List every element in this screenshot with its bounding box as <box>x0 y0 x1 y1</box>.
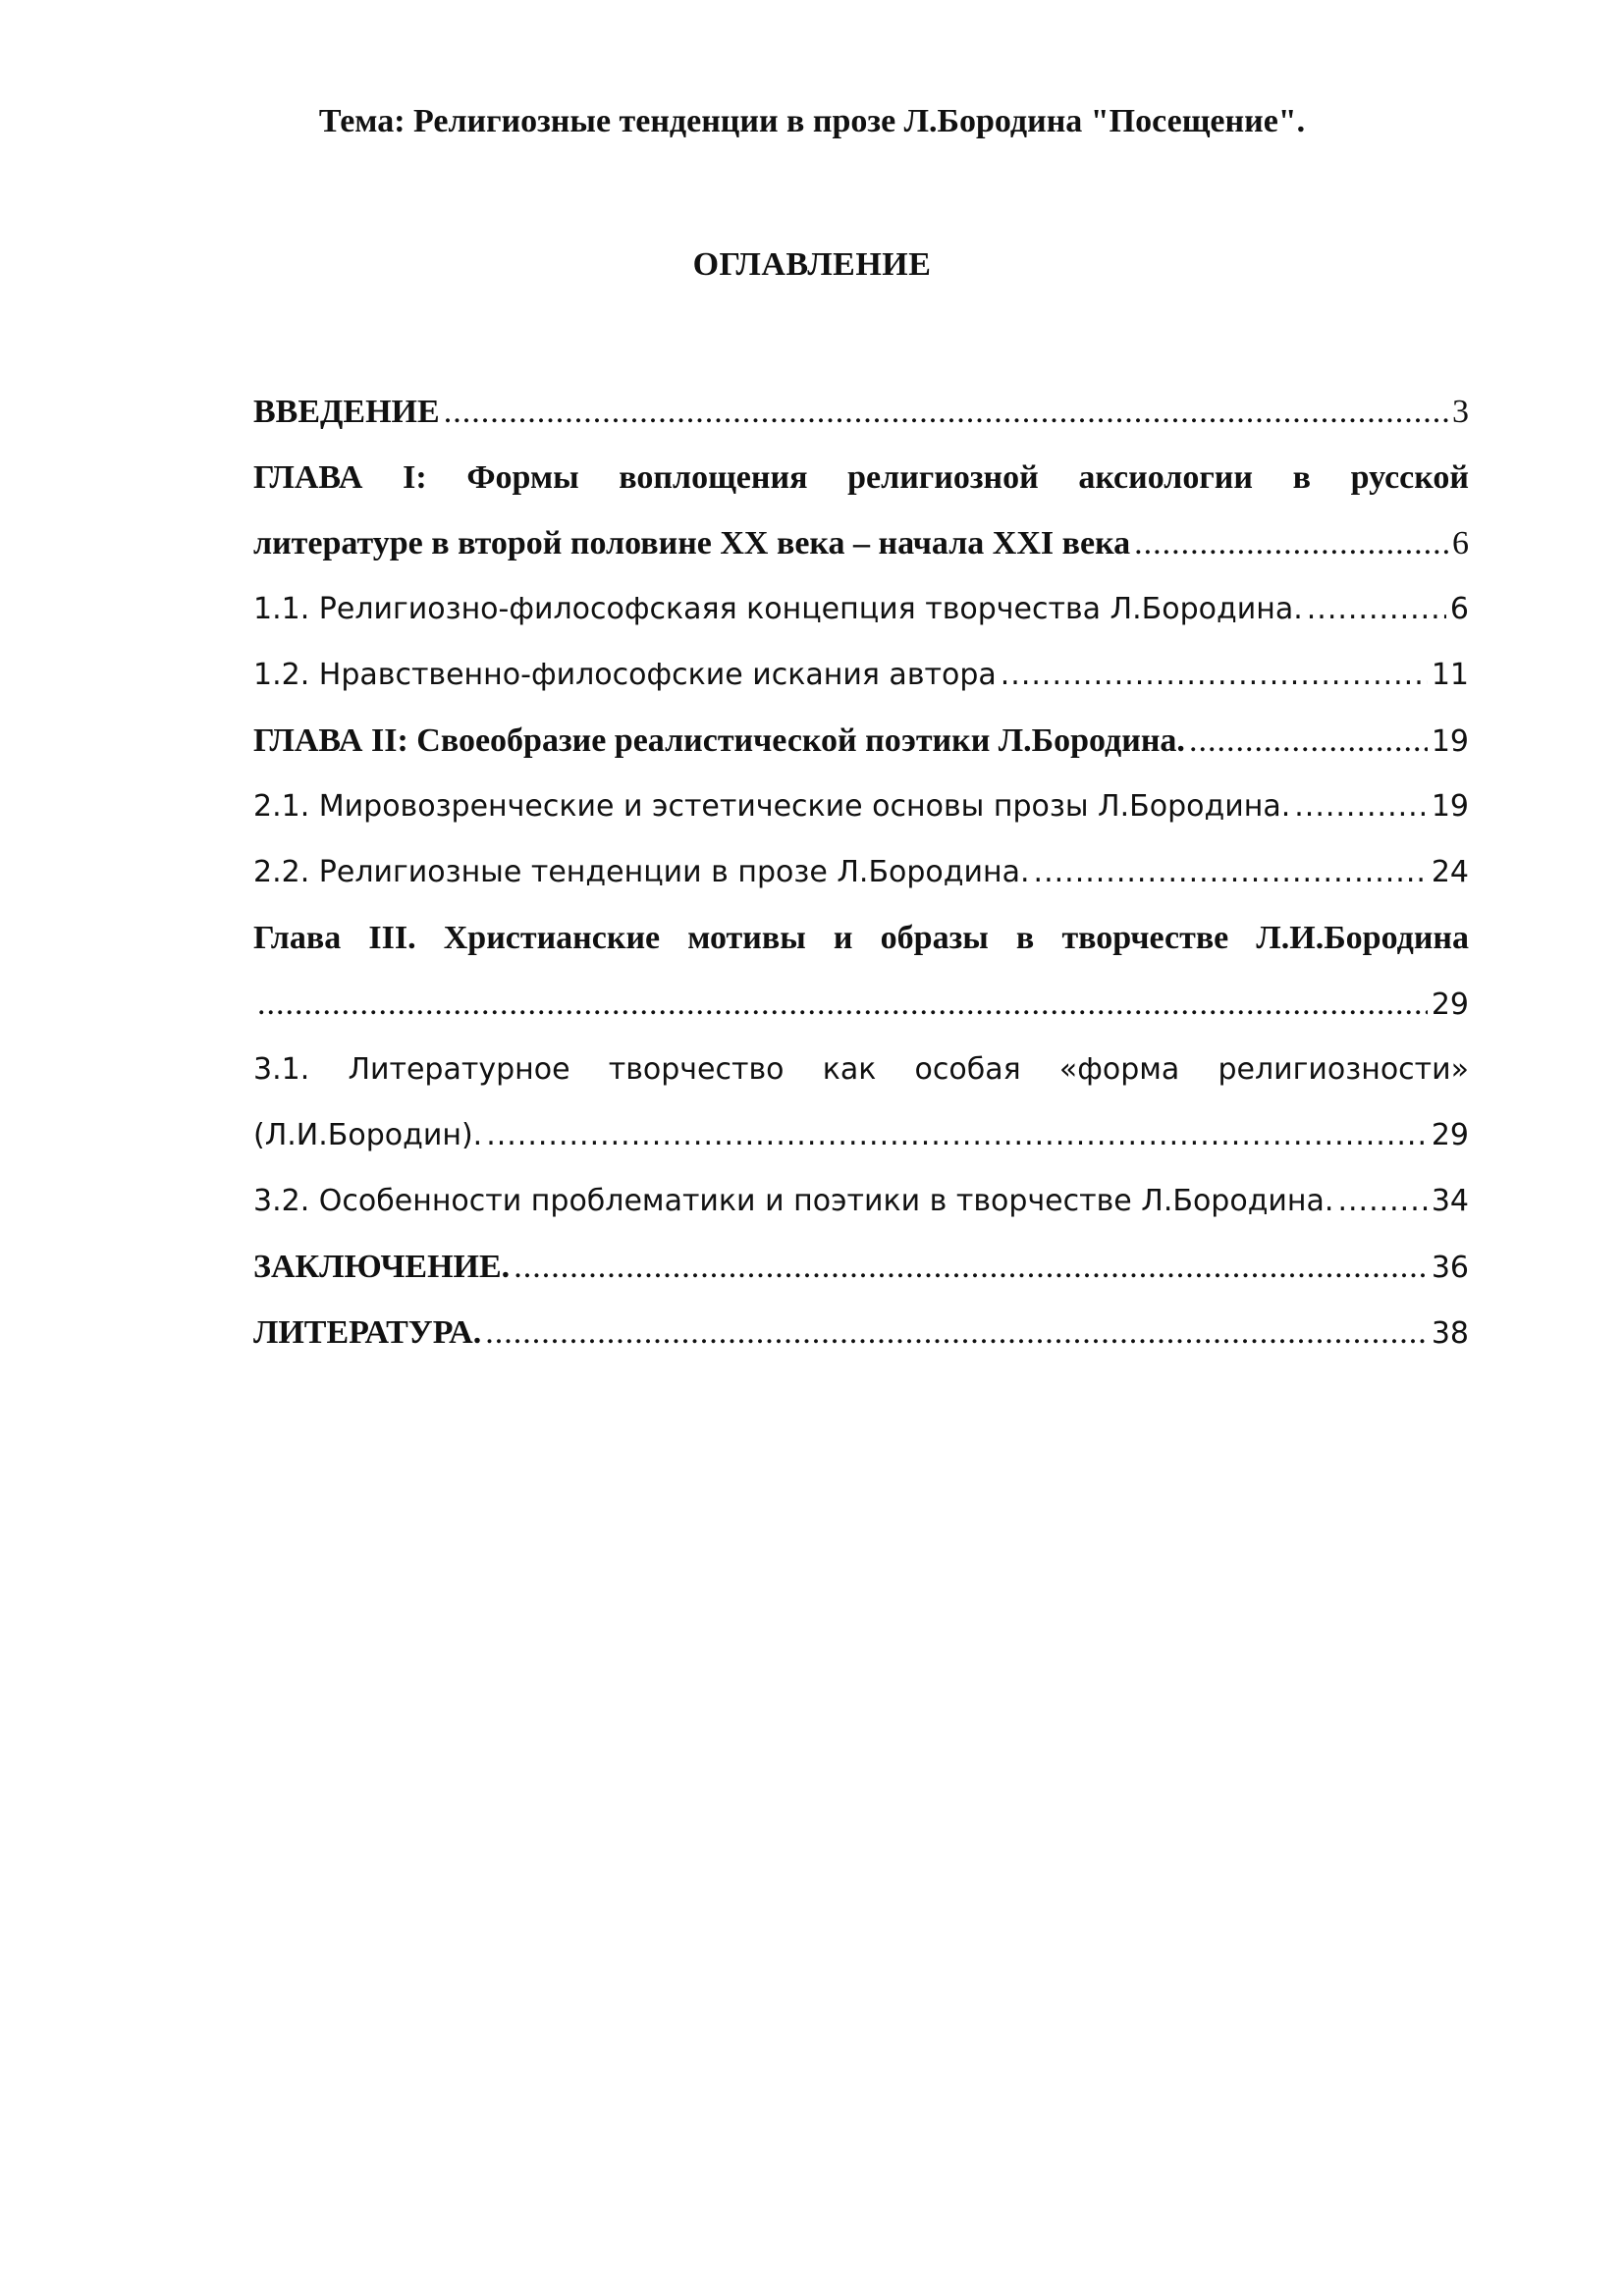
toc-leader-dots <box>1307 576 1446 642</box>
toc-entry-page: 34 <box>1431 1184 1469 1218</box>
toc-entry-section-3-2[interactable] <box>253 1168 1469 1234</box>
toc-entry-page: 6 <box>1449 592 1469 626</box>
toc-entry-page: 38 <box>1431 1316 1469 1351</box>
toc-entry-page: 3 <box>1452 394 1469 430</box>
toc-entry-page: 29 <box>1431 988 1469 1022</box>
toc-leader-dots <box>1001 642 1428 708</box>
toc-entry-section-2-1[interactable] <box>253 774 1469 839</box>
toc-entry-page: 29 <box>1431 1118 1469 1152</box>
toc-entry-title-line1: 3.1. Литературное творчество как особая «форма религиозности» <box>253 1052 1469 1087</box>
toc-leader-dots <box>1034 839 1428 905</box>
toc-entry-title: 2.1. Мировозренческие и эстетические основы прозы Л.Бородина. <box>253 789 1291 824</box>
toc-entry-title-line1: ГЛАВА I: Формы воплощения религиозной аксиологии в русской <box>253 459 1469 496</box>
toc-entry-page: 11 <box>1431 658 1469 692</box>
toc-leader-dots <box>444 379 1448 445</box>
toc-entry-literature[interactable] <box>253 1300 1469 1365</box>
toc-entry-section-1-1[interactable] <box>253 576 1469 642</box>
toc-entry-title-line1: Глава III. Христианские мотивы и образы в творчестве Л.И.Бородина <box>253 920 1469 956</box>
toc-entry-title: ВВЕДЕНИЕ <box>253 394 440 430</box>
toc-entry-page: 36 <box>1431 1251 1469 1285</box>
toc-entry-introduction[interactable] <box>253 379 1469 445</box>
table-of-contents <box>253 379 1469 1365</box>
toc-entry-page: 19 <box>1431 789 1469 824</box>
toc-entry-title-line2: литературе в второй половине XX века – начала XXI века <box>253 525 1131 561</box>
toc-leader-dots <box>486 1102 1428 1168</box>
toc-entry-chapter-3[interactable] <box>253 905 1469 1037</box>
document-topic: Тема: Религиозные тенденции в прозе Л.Бородина "Посещение". <box>318 103 1306 139</box>
toc-entry-chapter-1[interactable] <box>253 445 1469 576</box>
toc-entry-page: 6 <box>1452 525 1469 561</box>
toc-entry-page: 24 <box>1431 855 1469 889</box>
toc-leader-dots <box>514 1234 1428 1300</box>
toc-leader-dots <box>1337 1168 1427 1234</box>
toc-leader-dots <box>1294 774 1428 839</box>
toc-entry-section-1-2[interactable] <box>253 642 1469 708</box>
toc-entry-title: 3.2. Особенности проблематики и поэтики в творчестве Л.Бородина. <box>253 1184 1334 1218</box>
toc-leader-dots <box>485 1300 1428 1365</box>
toc-entry-title: 1.2. Нравственно-философские искания автора <box>253 658 997 692</box>
toc-entry-chapter-2[interactable] <box>253 708 1469 774</box>
toc-entry-title: 1.1. Религиозно-философскаяя концепция творчества Л.Бородина. <box>253 592 1303 626</box>
toc-entry-title: ГЛАВА II: Своеобразие реалистической поэтики Л.Бородина. <box>253 722 1185 759</box>
toc-entry-page: 19 <box>1431 724 1469 759</box>
toc-entry-section-3-1[interactable] <box>253 1037 1469 1168</box>
toc-leader-dots <box>257 971 1428 1037</box>
toc-heading: ОГЛАВЛЕНИЕ <box>692 246 932 283</box>
toc-entry-title: ЗАКЛЮЧЕНИЕ. <box>253 1249 511 1285</box>
toc-leader-dots <box>1189 708 1428 774</box>
toc-entry-title: ЛИТЕРАТУРА. <box>253 1314 482 1351</box>
toc-leader-dots <box>1134 510 1448 576</box>
toc-entry-section-2-2[interactable] <box>253 839 1469 905</box>
toc-entry-title: 2.2. Религиозные тенденции в прозе Л.Бородина. <box>253 855 1030 889</box>
toc-entry-title-line2: (Л.И.Бородин). <box>253 1118 483 1152</box>
toc-entry-conclusion[interactable] <box>253 1234 1469 1300</box>
